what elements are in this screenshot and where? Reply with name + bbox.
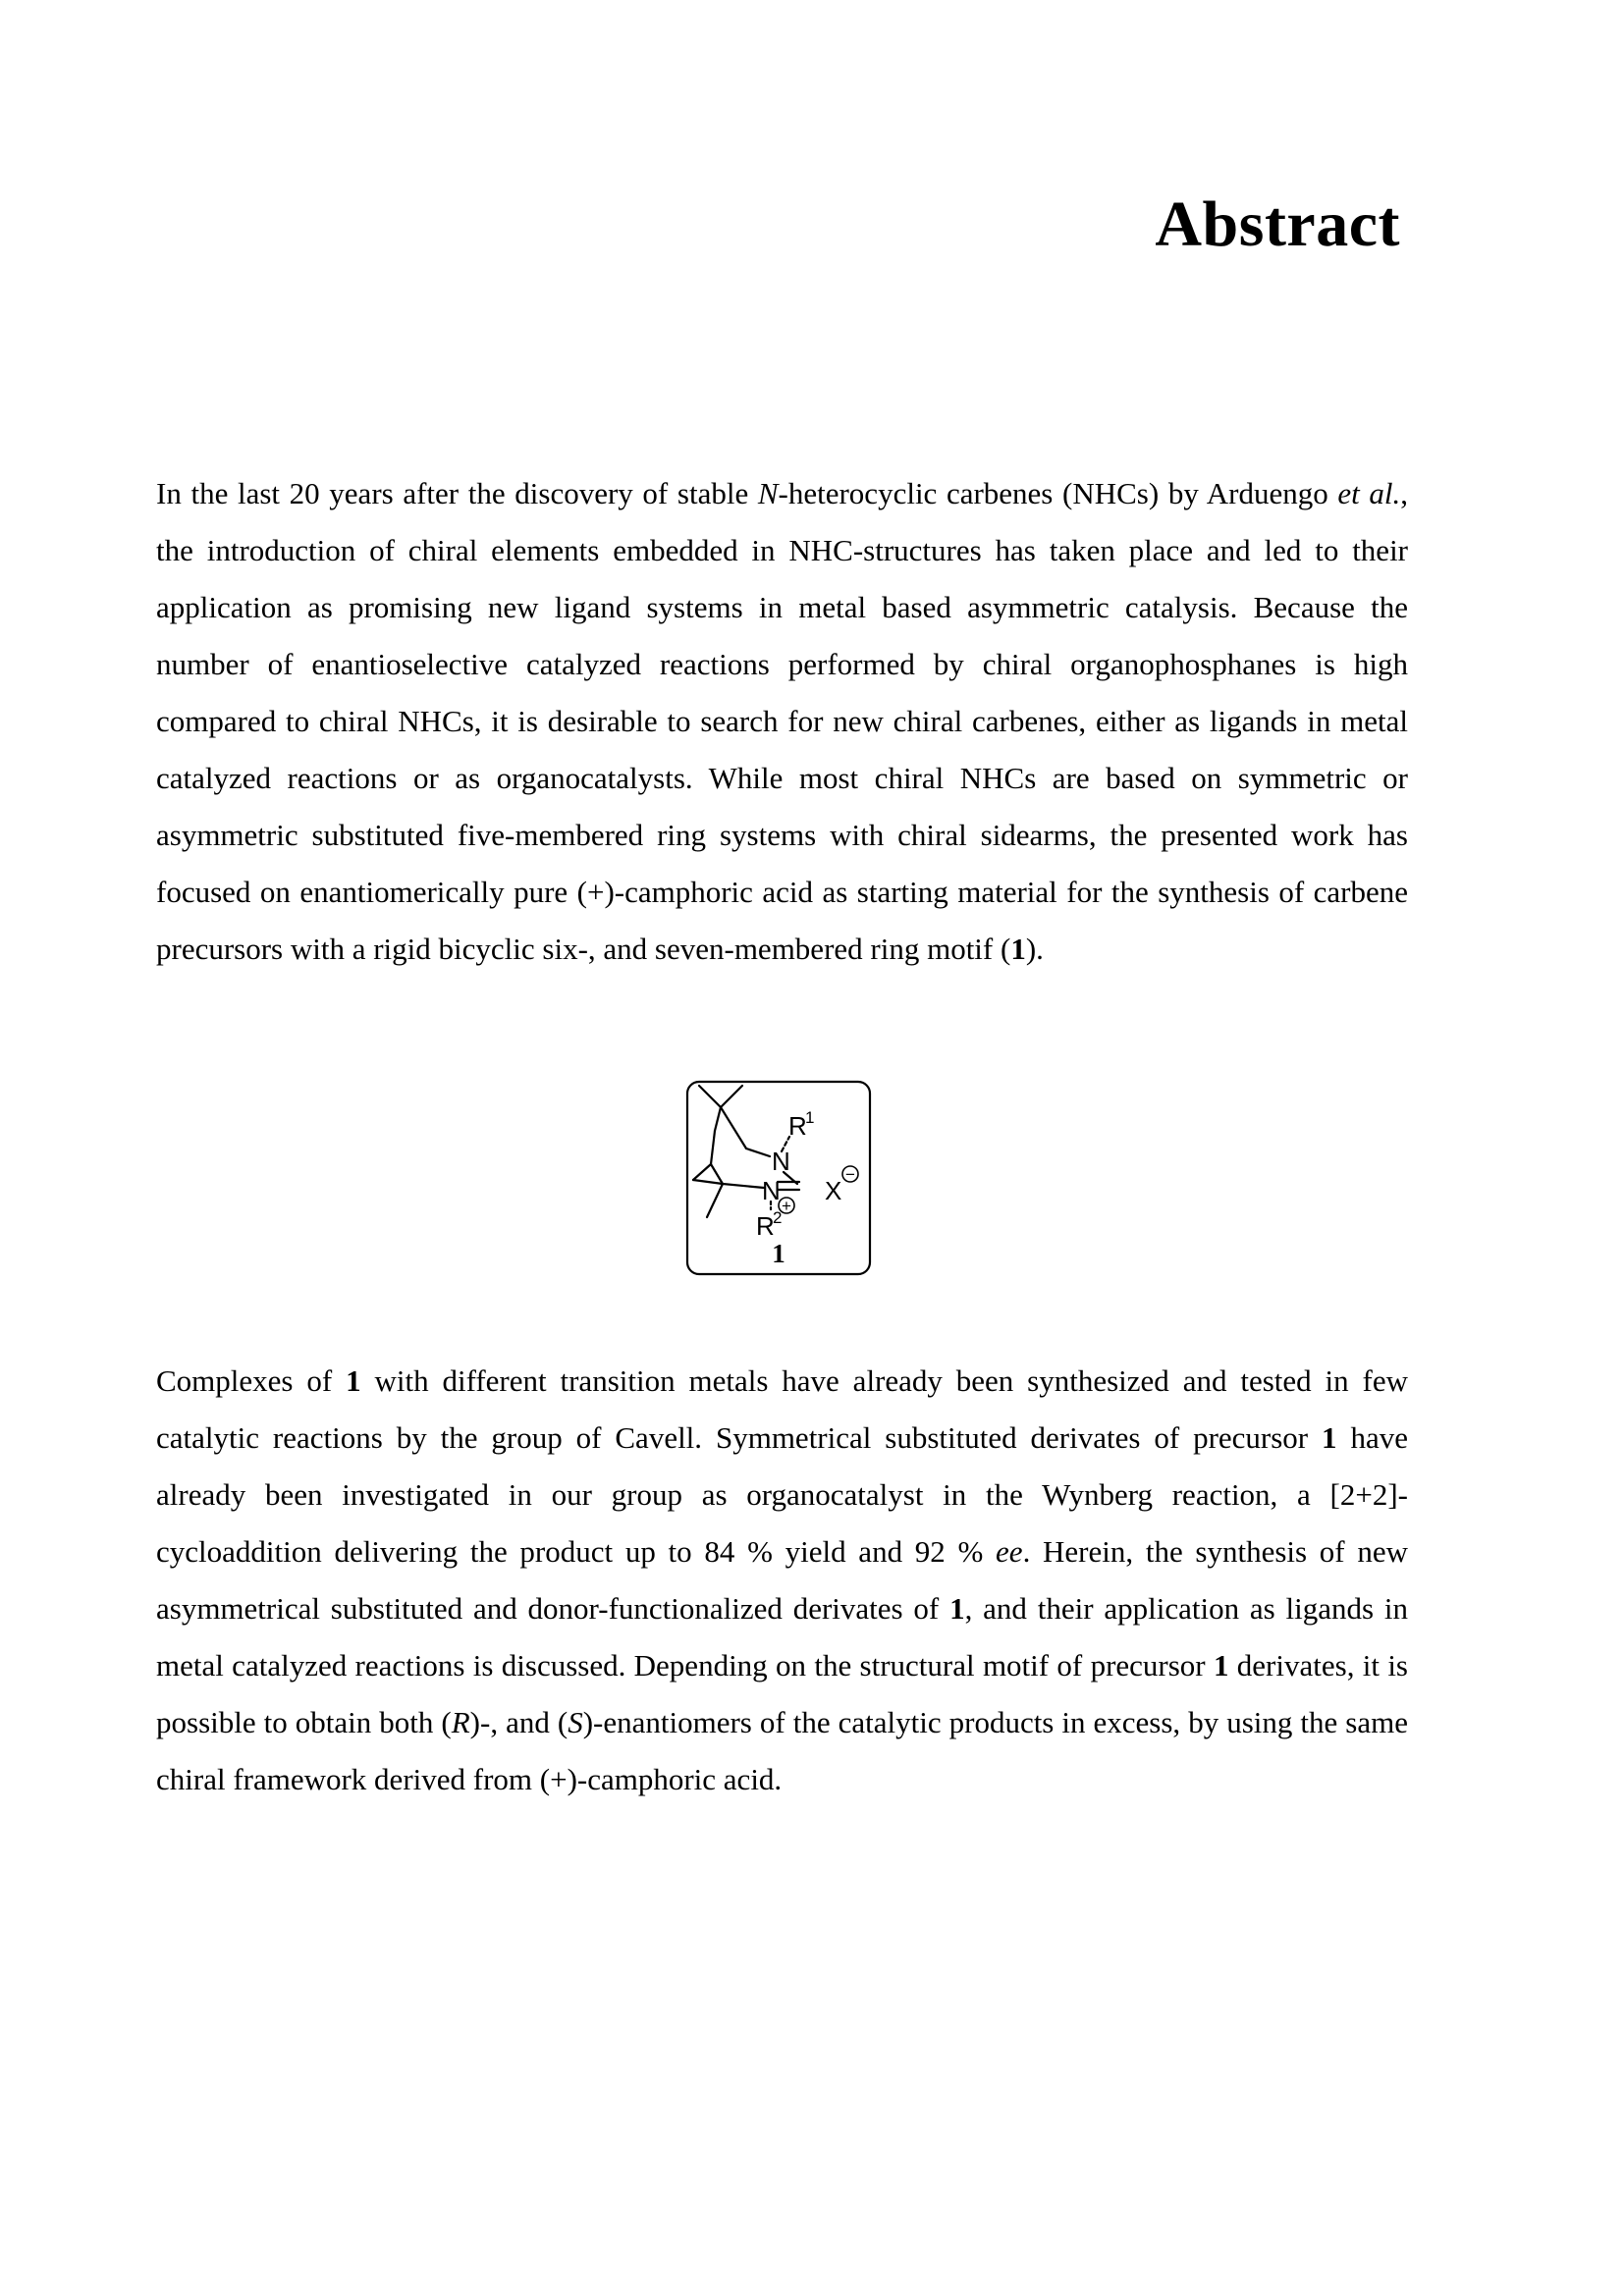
text-run: 1 (1322, 1420, 1337, 1455)
text-run: derivates, it is possible to obtain both ( (156, 1648, 1408, 1739)
text-run: have already been investigated in our group as organocatalyst in the Wynberg reaction, a [2+2]-cycloaddition delivering the product up to 84 % yield and 92 % (156, 1420, 1408, 1569)
compound-number-label: 1 (772, 1239, 785, 1268)
text-run: . Herein, the synthesis of new asymmetrical substituted and donor-functionalized derivates of (156, 1534, 1408, 1626)
text-run: Complexes of (156, 1363, 347, 1398)
text-run: ). (1025, 932, 1044, 966)
compound-1-structure-drawing (685, 1080, 872, 1276)
r2-superscript: 2 (773, 1208, 783, 1227)
text-run: 1 (1213, 1648, 1229, 1682)
text-run: 1 (346, 1363, 361, 1398)
r1-superscript: 1 (805, 1108, 815, 1127)
abstract-paragraph-2 (156, 1353, 1408, 1808)
text-run: with different transition metals have already been synthesized and tested in few catalytic reactions by the group of Cavell. Symmetrical substituted derivates of precursor (156, 1363, 1408, 1455)
plus-charge-sign: + (782, 1197, 791, 1215)
text-run: 1 (949, 1591, 965, 1626)
text-run: )-enantiomers of the catalytic products in excess, by using the same chiral framework derived from (+)-camphoric acid. (156, 1705, 1409, 1796)
text-run: )-, and ( (469, 1705, 568, 1739)
text-run: , and their application as ligands in metal catalyzed reactions is discussed. Depending on the structural motif of precursor (156, 1591, 1409, 1682)
text-run: R (451, 1705, 470, 1739)
text-run: 1 (1010, 932, 1026, 966)
page-title: Abstract (1155, 188, 1400, 260)
r1-substituent-label: R (788, 1111, 807, 1141)
counterion-label: X (825, 1176, 842, 1205)
compound-1-structure-figure (685, 1080, 872, 1276)
nitrogen-bottom-label: N (762, 1176, 781, 1205)
text-run: S (568, 1705, 583, 1739)
text-run: In the last 20 years after the discovery of stable (156, 476, 758, 510)
abstract-paragraph-1 (156, 465, 1408, 978)
text-run: et al. (1337, 476, 1401, 510)
nitrogen-top-label: N (772, 1147, 790, 1176)
text-run: -heterocyclic carbenes (NHCs) by Arduengo (778, 476, 1338, 510)
text-run: , the introduction of chiral elements embedded in NHC-structures has taken place and led to their application as promising new ligand systems in metal based asymmetric catalysis. Because the number of enantioselective catalyzed reactions performed by chiral organophosphanes is high compared to chiral NHCs, it is desirable to search for new chiral carbenes, either as ligands in metal catalyzed reactions or as organocatalysts. While most chiral NHCs are based on symmetric or asymmetric substituted five-membered ring systems with chiral sidearms, the presented work has focused on enantiomerically pure (+)-camphoric acid as starting material for the synthesis of carbene precursors with a rigid bicyclic six-, and seven-membered ring motif ( (156, 476, 1408, 966)
minus-charge-sign: − (845, 1165, 855, 1184)
text-run: N (757, 476, 779, 510)
text-run: ee (996, 1534, 1023, 1569)
r2-substituent-label: R (756, 1211, 775, 1241)
